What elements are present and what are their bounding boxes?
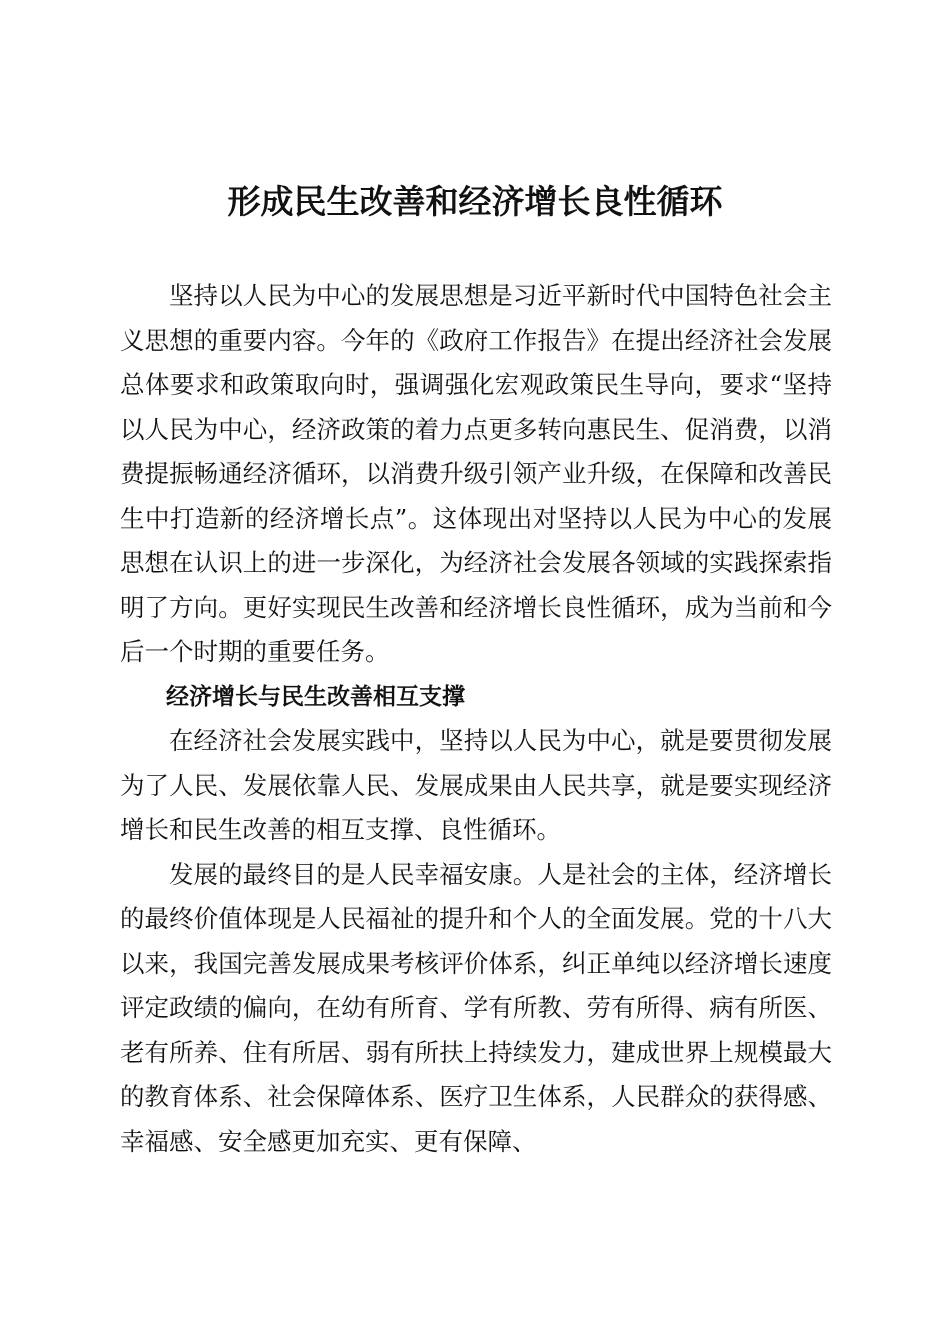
section-paragraph: 在经济社会发展实践中，坚持以人民为中心，就是要贯彻发展为了人民、发展依靠人民、发展成果由人民共享，就是要实现经济增长和民生改善的相互支撑、良性循环。 bbox=[120, 726, 832, 844]
document-body bbox=[120, 274, 832, 1164]
document-title: 形成民生改善和经济增长良性循环 bbox=[227, 182, 723, 221]
intro-paragraph: 坚持以人民为中心的发展思想是习近平新时代中国特色社会主义思想的重要内容。今年的《政府工作报告》在提出经济社会发展总体要求和政策取向时，强调强化宏观政策民生导向，要求“坚持以人民为中心，经济政策的着力点更多转向惠民生、促消费，以消费提振畅通经济循环，以消费升级引领产业升级，在保障和改善民生中打造新的经济增长点”。这体现出对坚持以人民为中心的发展思想在认识上的进一步深化，为经济社会发展各领域的实践探索指明了方向。更好实现民生改善和经济增长良性循环，成为当前和今后一个时期的重要任务。 bbox=[120, 281, 832, 666]
section-paragraph: 发展的最终目的是人民幸福安康。人是社会的主体，经济增长的最终价值体现是人民福祉的提升和个人的全面发展。党的十八大以来，我国完善发展成果考核评价体系，纠正单纯以经济增长速度评定政绩的偏向，在幼有所育、学有所教、劳有所得、病有所医、老有所养、住有所居、弱有所扶上持续发力，建成世界上规模最大的教育体系、社会保障体系、医疗卫生体系，人民群众的获得感、幸福感、安全感更加充实、更有保障、 bbox=[120, 859, 832, 1156]
section-heading: 经济增长与民生改善相互支撑 bbox=[166, 683, 465, 710]
